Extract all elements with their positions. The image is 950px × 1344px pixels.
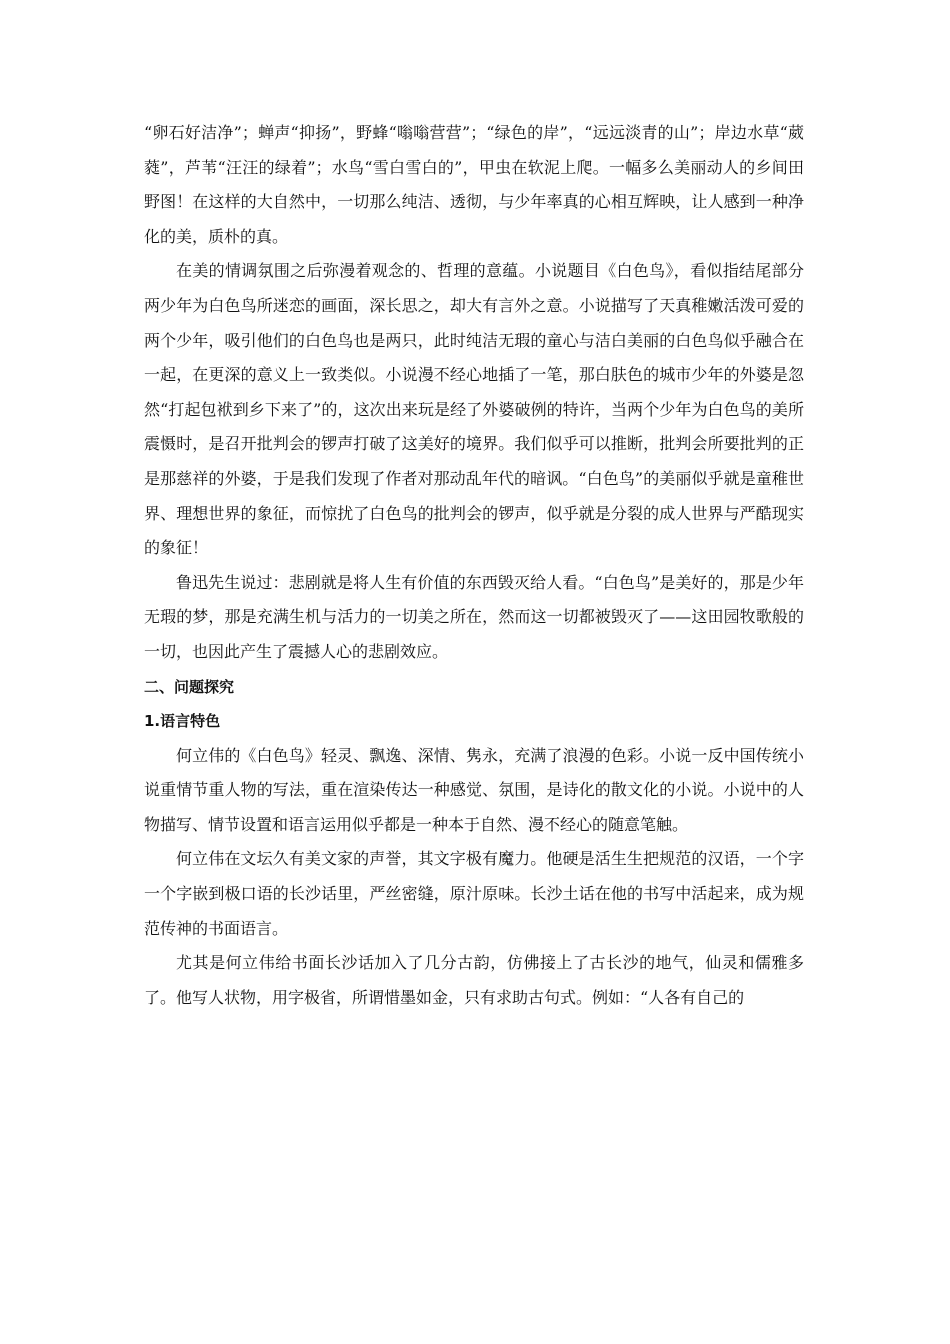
body-paragraph: 何立伟的《白色鸟》轻灵、飘逸、深情、隽永，充满了浪漫的色彩。小说一反中国传统小说重情节重人物的写法，重在渲染传达一种感觉、氛围，是诗化的散文化的小说。小说中的人物描写、情节设置和语言运用似乎都是一种本于自然、漫不经心的随意笔触。	[144, 745, 804, 834]
document-page	[144, 116, 804, 1015]
body-paragraph: 鲁迅先生说过：悲剧就是将人生有价值的东西毁灭给人看。“白色鸟”是美好的，那是少年无瑕的梦，那是充满生机与活力的一切美之所在，然而这一切都被毁灭了——这田园牧歌般的一切，也因此产生了震撼人心的悲剧效应。	[144, 572, 804, 661]
body-paragraph: 尤其是何立伟给书面长沙话加入了几分古韵，仿佛接上了古长沙的地气，仙灵和儒雅多了。他写人状物，用字极省，所谓惜墨如金，只有求助古句式。例如：“人各有自己的	[144, 953, 804, 1007]
body-paragraph: 在美的情调氛围之后弥漫着观念的、哲理的意蕴。小说题目《白色鸟》，看似指结尾部分两少年为白色鸟所迷恋的画面，深长思之，却大有言外之意。小说描写了天真稚嫩活泼可爱的两个少年，吸引他们的白色鸟也是两只，此时纯洁无瑕的童心与洁白美丽的白色鸟似乎融合在一起，在更深的意义上一致类似。小说漫不经心地插了一笔，那白肤色的城市少年的外婆是忽然“打起包袱到乡下来了”的，这次出来玩是经了外婆破例的特许，当两个少年为白色鸟的美所震慑时，是召开批判会的锣声打破了这美好的境界。我们似乎可以推断，批判会所要批判的正是那慈祥的外婆，于是我们发现了作者对那动乱年代的暗讽。“白色鸟”的美丽似乎就是童稚世界、理想世界的象征，而惊扰了白色鸟的批判会的锣声，似乎就是分裂的成人世界与严酷现实的象征！	[144, 261, 804, 558]
sub-heading: 1.语言特色	[144, 712, 221, 731]
body-paragraph: “卵石好洁净”；蝉声“抑扬”，野蜂“嗡嗡营营”；“绿色的岸”，“远远淡青的山”；岸边水草“葳蕤”，芦苇“汪汪的绿着”；水鸟“雪白雪白的”，甲虫在软泥上爬。一幅多么美丽动人的乡间田野图！在这样的大自然中，一切那么纯洁、透彻，与少年率真的心相互辉映，让人感到一种净化的美，质朴的真。	[144, 123, 804, 246]
body-paragraph: 何立伟在文坛久有美文家的声誉，其文字极有魔力。他硬是活生生把规范的汉语，一个字一个字嵌到极口语的长沙话里，严丝密缝，原汁原味。长沙土话在他的书写中活起来，成为规范传神的书面语言。	[144, 849, 804, 938]
section-heading: 二、问题探究	[144, 677, 235, 696]
